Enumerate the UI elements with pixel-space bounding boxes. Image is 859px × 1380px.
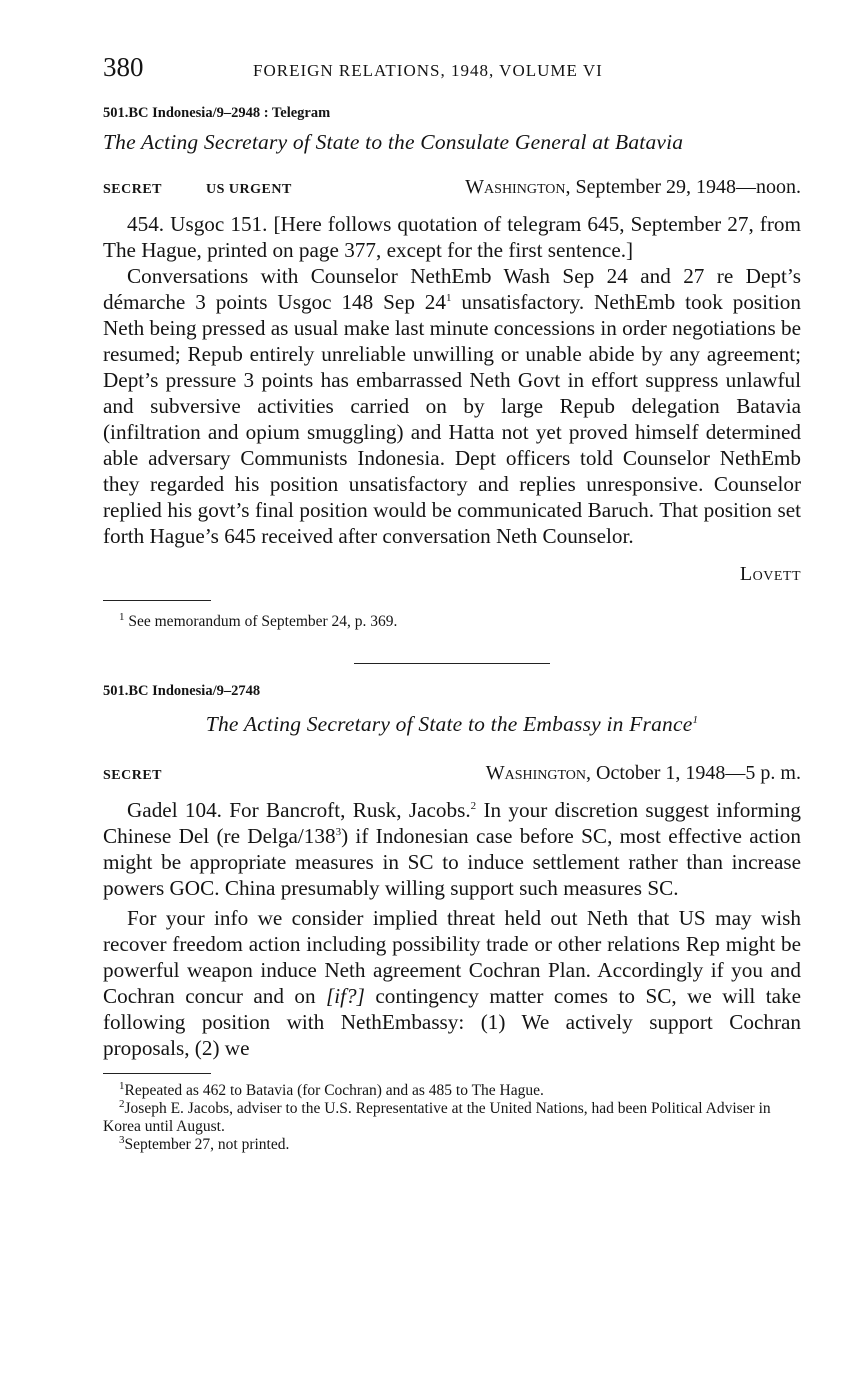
paragraph-text: ) if Indonesian case before SC, most effective action might be appropriate measures in SC to induce settlement rather than increase powers GOC. China presumably willing support such measures SC. <box>103 824 801 900</box>
page-number: 380 <box>103 52 144 82</box>
footnote-divider <box>103 1073 211 1074</box>
footnote <box>103 1079 801 1100</box>
paragraph <box>103 905 801 1061</box>
classification <box>103 177 292 203</box>
paragraph-text: In your discretion suggest informing Chinese Del (re Delga/138 <box>103 798 802 848</box>
signature: Lovett <box>739 563 801 585</box>
footnote-mark: 1 <box>119 1079 125 1092</box>
place: Washington <box>465 176 566 198</box>
footnote-text: September 27, not printed. <box>124 1136 290 1153</box>
footnote <box>103 1133 801 1154</box>
telegram-body <box>103 211 801 549</box>
footnote-reference: 1 <box>446 291 452 304</box>
editorial-bracket: [if?] <box>326 984 365 1008</box>
footnote-text: See memorandum of September 24, p. 369. <box>124 613 398 630</box>
running-title: FOREIGN RELATIONS, 1948, VOLUME VI <box>253 61 603 80</box>
document-heading <box>103 710 801 738</box>
dateline <box>103 174 801 203</box>
classification-secret: SECRET <box>103 182 163 197</box>
footnote-mark: 2 <box>119 1097 125 1110</box>
place-date <box>486 760 801 786</box>
dateline <box>103 760 801 789</box>
document-page <box>103 52 801 1154</box>
footnotes <box>103 610 801 631</box>
file-reference: 501.BC Indonesia/9–2748 <box>103 683 261 699</box>
section-divider <box>354 663 550 664</box>
telegram-2 <box>103 682 801 1154</box>
footnotes <box>103 1079 801 1154</box>
paragraph-text: unsatisfactory. NethEmb took position Neth being pressed as usual make last minute concessions in order negotiations be resumed; Repub entirely unreliable unwilling or unable abide by any agreement; Dept’s pressure 3 points has embarrassed Neth Govt in effort suppress unlawful and subversive activities carried on by large Repub delegation Batavia (infiltration and opium smuggling) and Hatta not yet proved himself determined able adversary Communists Indonesia. Dept officers told Counselor NethEmb they regarded his position unsatisfactory and replies unresponsive. Counselor replied his govt’s final position would be communicated Baruch. That position set forth Hague’s 645 received after conversation Neth Counselor. <box>103 290 801 548</box>
file-reference: 501.BC Indonesia/9–2948 : Telegram <box>103 105 331 121</box>
paragraph <box>103 263 801 549</box>
paragraph <box>103 797 801 901</box>
classification-urgency: US URGENT <box>206 182 292 197</box>
place-date <box>465 174 801 200</box>
paragraph: 454. Usgoc 151. [Here follows quotation of telegram 645, September 27, from The Hague, printed on page 377, except for the first sentence.] <box>103 212 801 262</box>
footnote <box>103 610 801 631</box>
date: , September 29, 1948—noon. <box>565 176 801 198</box>
document-heading: The Acting Secretary of State to the Consulate General at Batavia <box>103 130 684 154</box>
footnote-text: Joseph E. Jacobs, adviser to the U.S. Representative at the United Nations, had been Political Adviser in Korea until August. <box>103 1100 771 1135</box>
place: Washington <box>485 762 587 784</box>
telegram-1 <box>103 104 801 631</box>
classification-secret: SECRET <box>103 768 163 783</box>
footnote <box>103 1097 801 1136</box>
footnote-reference: 3 <box>335 825 342 838</box>
footnote-mark: 3 <box>119 1133 125 1146</box>
running-head <box>103 52 801 90</box>
footnote-reference: 1 <box>692 713 699 726</box>
paragraph-text: contingency matter comes to SC, we will take following position with NethEmbassy: (1) We actively support Cochran proposals, (2) we <box>103 984 801 1060</box>
paragraph-text: Conversations with Counselor NethEmb Wash Sep 24 and 27 re Dept’s démarche 3 points Usgoc 148 Sep 24 <box>103 264 801 314</box>
footnote-divider <box>103 600 211 601</box>
footnote-text: Repeated as 462 to Batavia (for Cochran) and as 485 to The Hague. <box>124 1082 544 1099</box>
footnote-mark: 1 <box>119 610 125 623</box>
paragraph-text: Gadel 104. For Bancroft, Rusk, Jacobs. <box>127 798 471 822</box>
heading-text: The Acting Secretary of State to the Embassy in France <box>205 712 693 736</box>
footnote-reference: 2 <box>470 799 477 812</box>
paragraph-text: For your info we consider implied threat held out Neth that US may wish recover freedom action including possibility trade or other relations Rep might be powerful weapon induce Neth agreement Cochran Plan. Accordingly if you and Cochran concur and on <box>103 906 801 1008</box>
date: , October 1, 1948—5 p. m. <box>586 762 801 784</box>
telegram-body <box>103 797 801 1061</box>
